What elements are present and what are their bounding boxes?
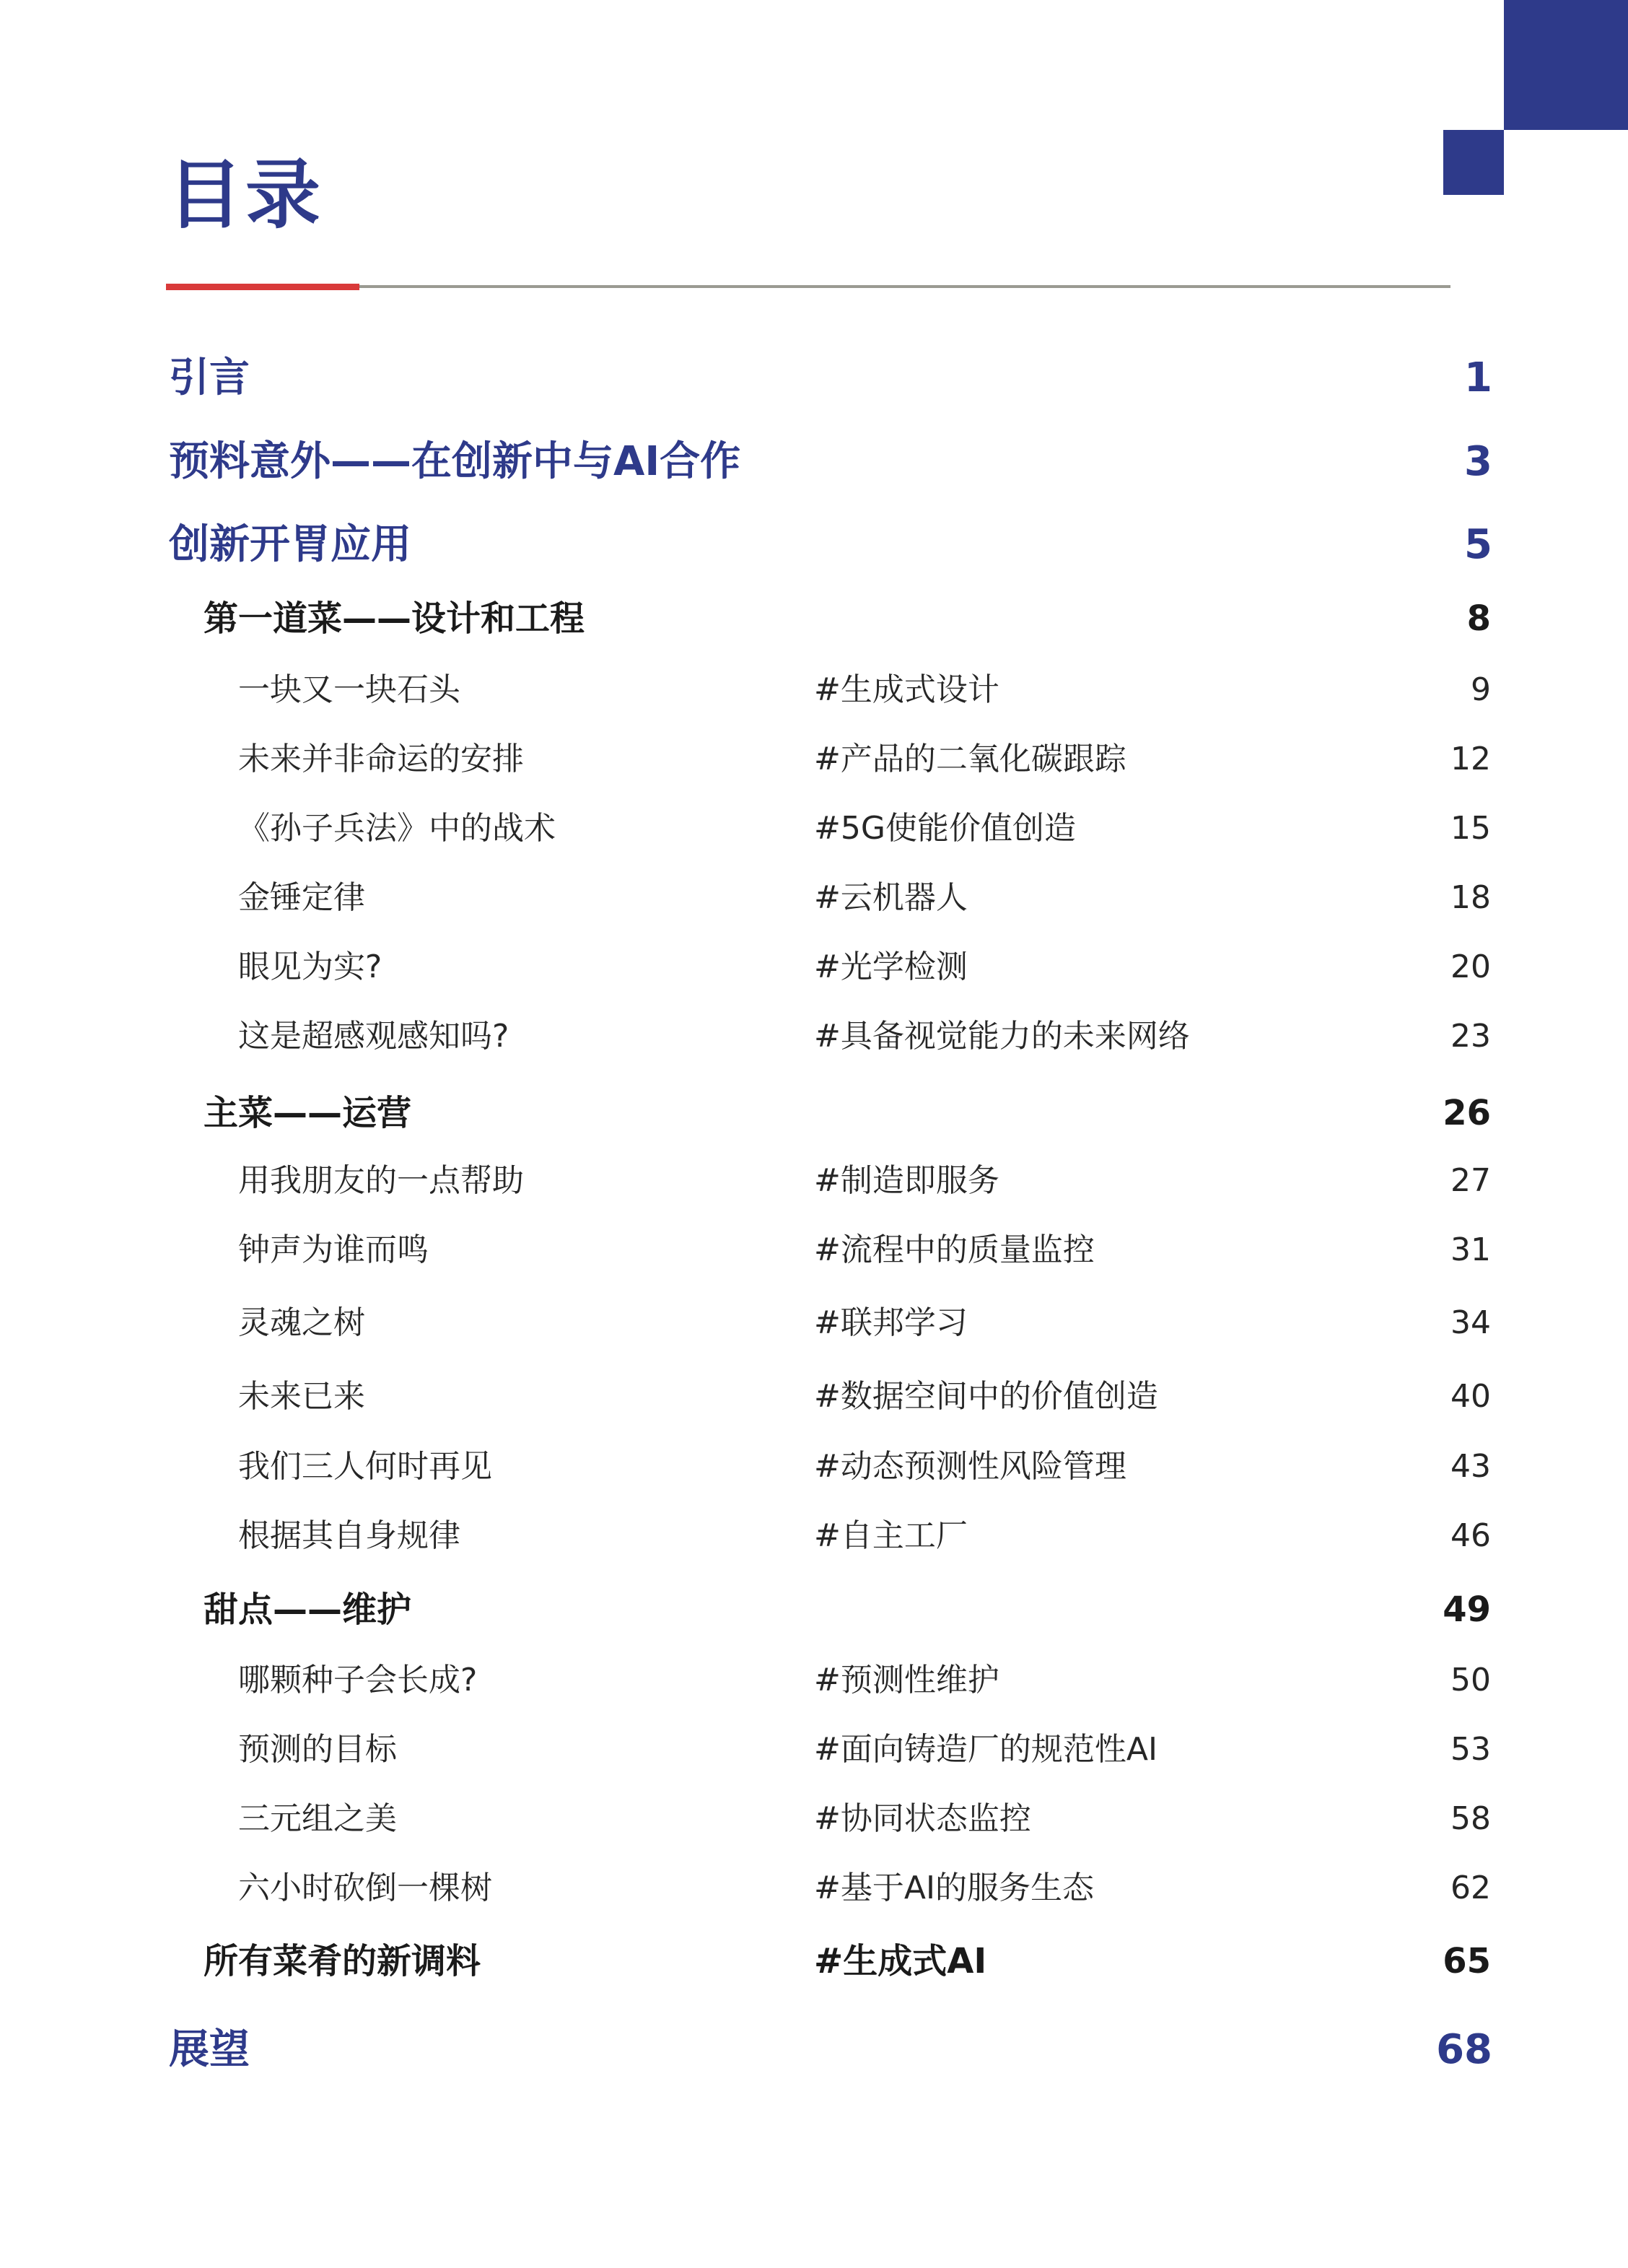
toc-entry-page-number[interactable]: 12 [1450,741,1491,777]
toc-entry-page-number[interactable]: 50 [1450,1662,1491,1698]
toc-entry-title[interactable]: 所有菜肴的新调料 [204,1941,481,1981]
toc-entry-page-number[interactable]: 40 [1450,1378,1491,1415]
toc-entry-page-number[interactable]: 62 [1450,1870,1491,1906]
toc-entry-title[interactable]: 一块又一块石头 [238,671,460,708]
toc-entry-hashtag: #数据空间中的价值创造 [814,1378,1158,1415]
toc-entry-title[interactable]: 《孙子兵法》中的战术 [238,810,556,847]
toc-entry-title[interactable]: 创新开胃应用 [169,521,411,568]
toc-entry-title[interactable]: 甜点——维护 [204,1589,412,1630]
toc-entry-page-number[interactable]: 34 [1450,1304,1491,1341]
toc-entry-page-number[interactable]: 18 [1450,879,1491,916]
toc-entry-hashtag: #制造即服务 [814,1162,999,1199]
toc-entry-hashtag: #5G使能价值创造 [814,810,1076,847]
toc-entry-title[interactable]: 未来并非命运的安排 [238,741,524,777]
toc-entry-title[interactable]: 这是超感观感知吗? [238,1018,509,1055]
toc-entry-title[interactable]: 预料意外——在创新中与AI合作 [169,438,741,485]
toc-entry-title[interactable]: 根据其自身规律 [238,1517,460,1554]
toc-entry-page-number[interactable]: 15 [1450,810,1491,847]
toc-entry-page-number[interactable]: 26 [1443,1093,1491,1133]
toc-entry-page-number[interactable]: 3 [1464,438,1492,485]
toc-entry-hashtag: #光学检测 [814,948,968,985]
toc-entry-title[interactable]: 六小时砍倒一棵树 [238,1870,492,1906]
toc-entry-hashtag: #联邦学习 [814,1304,968,1341]
toc-entry-title[interactable]: 用我朋友的一点帮助 [238,1162,524,1199]
toc-entry-hashtag: #产品的二氧化碳跟踪 [814,741,1126,777]
toc-entry-title[interactable]: 预测的目标 [238,1731,397,1768]
toc-entry-hashtag: #动态预测性风险管理 [814,1448,1126,1485]
toc-entry-page-number[interactable]: 5 [1464,521,1492,568]
toc-entry-hashtag: #云机器人 [814,879,968,916]
toc-entry-page-number[interactable]: 46 [1450,1517,1491,1554]
toc-entry-hashtag: #流程中的质量监控 [814,1231,1095,1268]
toc-entry-page-number[interactable]: 68 [1436,2026,1492,2073]
toc-entry-page-number[interactable]: 8 [1466,598,1491,639]
toc-entry-hashtag: #预测性维护 [814,1662,999,1698]
toc-entry-title[interactable]: 展望 [169,2026,250,2073]
toc-entry-page-number[interactable]: 49 [1443,1589,1491,1630]
toc-entry-title[interactable]: 引言 [169,354,250,401]
toc-entry-page-number[interactable]: 20 [1450,948,1491,985]
toc-entry-page-number[interactable]: 27 [1450,1162,1491,1199]
toc-entry-page-number[interactable]: 65 [1443,1941,1491,1981]
toc-entry-title[interactable]: 灵魂之树 [238,1304,365,1341]
toc-entry-title[interactable]: 未来已来 [238,1378,365,1415]
toc-entry-hashtag: #基于AI的服务生态 [814,1870,1094,1906]
toc-entry-page-number[interactable]: 1 [1464,354,1492,401]
toc-entry-hashtag: #生成式设计 [814,671,999,708]
toc-entry-title[interactable]: 眼见为实? [238,948,382,985]
page-title: 目录 [167,151,324,239]
toc-entry-page-number[interactable]: 43 [1450,1448,1491,1485]
toc-entry-title[interactable]: 第一道菜——设计和工程 [204,598,585,639]
toc-entry-hashtag: #具备视觉能力的未来网络 [814,1018,1190,1055]
toc-entry-hashtag: #协同状态监控 [814,1800,1031,1837]
toc-entry-hashtag: #自主工厂 [814,1517,968,1554]
toc-entry-page-number[interactable]: 31 [1450,1231,1491,1268]
toc-entry-title[interactable]: 哪颗种子会长成? [238,1662,478,1698]
toc-entry-hashtag: #面向铸造厂的规范性AI [814,1731,1157,1768]
toc-entry-page-number[interactable]: 9 [1471,671,1491,708]
toc-entry-title[interactable]: 主菜——运营 [204,1093,412,1133]
toc-entry-title[interactable]: 我们三人何时再见 [238,1448,492,1485]
toc-entry-title[interactable]: 三元组之美 [238,1800,397,1837]
toc-entry-title[interactable]: 钟声为谁而鸣 [238,1231,429,1268]
toc-entry-hashtag: #生成式AI [814,1941,987,1981]
toc-entry-page-number[interactable]: 58 [1450,1800,1491,1837]
toc-entry-title[interactable]: 金锤定律 [238,879,365,916]
toc-entry-page-number[interactable]: 23 [1450,1018,1491,1055]
toc-entry-page-number[interactable]: 53 [1450,1731,1491,1768]
